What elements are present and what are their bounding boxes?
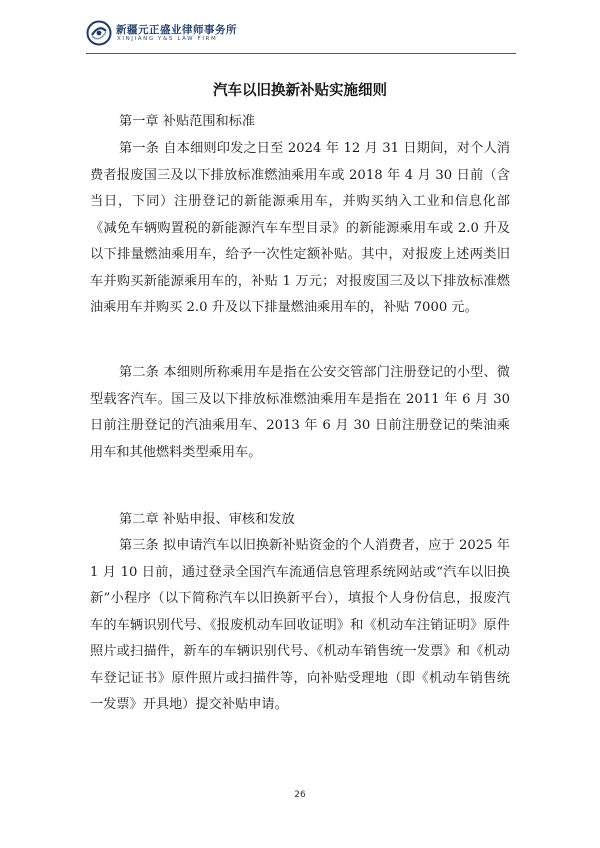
firm-name: 新疆元正盛业律师事务所 (116, 24, 237, 36)
chapter-2-heading: 第二章 补贴申报、审核和发放 (119, 512, 295, 527)
letterhead (86, 20, 526, 50)
article-2-paragraph: 第二条 本细则所称乘用车是指在公安交管部门注册登记的小型、微型载客汽车。国三及以下排放标准燃油乘用车是指在 2011 年 6 月 30 日前注册登记的汽油乘用车、2013 年 6 月 30 日前注册登记的柴油乘用车和其他燃料类型乘用车。 (90, 365, 510, 460)
article-3-paragraph: 第三条 拟申请汽车以旧换新补贴资金的个人消费者，应于 2025 年 1 月 10 日前，通过登录全国汽车流通信息管理系统网站或“汽车以旧换新”小程序（以下简称汽车以旧换新平台），填报个人身份信息，报废汽车的车辆识别代号、《报废机动车回收证明》和《机动车注销证明》原件照片或扫描件，新车的车辆识别代号、《机动车销售统一发票》和《机动车登记证书》原件照片或扫描件等，向补贴受理地（即《机动车销售统一发票》开具地）提交补贴申请。 (90, 538, 510, 712)
page-number: 26 (294, 790, 306, 800)
firm-logo-icon (86, 20, 112, 46)
header-divider (86, 53, 516, 54)
document-title: 汽车以旧换新补贴实施细则 (213, 83, 387, 99)
article-1-paragraph: 第一条 自本细则印发之日至 2024 年 12 月 31 日期间，对个人消费者报废国三及以下排放标准燃油乘用车或 2018 年 4 月 30 日前（含当日，下同）注册登记的新能源乘用车，并购买纳入工业和信息化部《减免车辆购置税的新能源汽车车型目录》的新能源乘用车或 2.0 升及以下排量燃油乘用车，给予一次性定额补贴。其中，对报废上述两类旧车并购买新能源乘用车的，补贴 1 万元；对报废国三及以下排放标准燃油乘用车并购买 2.0 升及以下排量燃油乘用车的，补贴 7000 元。 (90, 141, 510, 315)
chapter-1-heading: 第一章 补贴范围和标准 (119, 114, 256, 129)
firm-name-english: XINJIANG Y&S LAW FIRM (117, 36, 218, 42)
